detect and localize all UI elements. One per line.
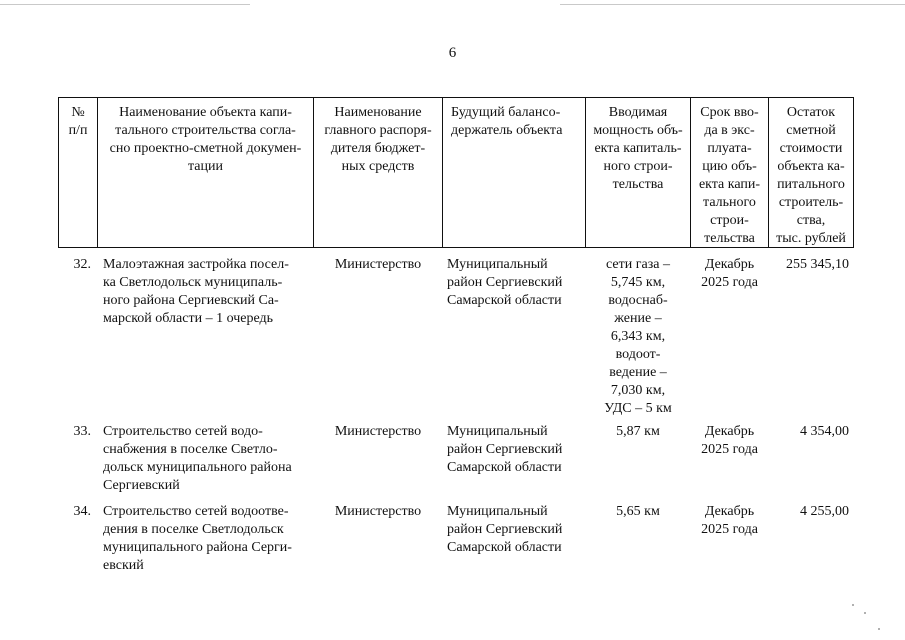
- row-object-name: Строительство сетей водо- снабжения в поселке Светло- дольск муниципального района Сергиевский: [103, 424, 292, 493]
- column-divider: [442, 97, 443, 248]
- row-capacity: 5,87 км: [616, 424, 660, 439]
- page-number: 6: [448, 45, 457, 61]
- row-deadline: Декабрь 2025 года: [701, 504, 758, 537]
- header-object-name: Наименование объекта капи- тального строительства согла- сно проектно-сметной докумен- тации: [109, 105, 302, 174]
- row-balance-holder: Муниципальный район Сергиевский Самарской области: [447, 424, 563, 475]
- row-number: 33.: [73, 424, 91, 439]
- scan-speck: [864, 612, 866, 614]
- row-capacity: сети газа – 5,745 км, водоснаб- жение – 6,343 км, водоот- ведение – 7,030 км, УДС – 5 км: [604, 257, 672, 416]
- row-budget-manager: Министерство: [334, 424, 422, 439]
- row-balance-holder: Муниципальный район Сергиевский Самарской области: [447, 257, 563, 308]
- scan-edge-line: [0, 4, 250, 5]
- header-remaining-cost: Остаток сметной стоимости объекта ка- питального строитель- ства, тыс. рублей: [776, 105, 846, 246]
- header-deadline: Срок вво- да в экс- плуата- цию объ- екта капи- тального строи- тельства: [698, 105, 761, 246]
- header-balance-holder: Будущий балансо- держатель объекта: [451, 105, 563, 138]
- row-object-name: Малоэтажная застройка посел- ка Светлодольск муниципаль- ного района Сергиевский Са- марской области – 1 очередь: [103, 257, 289, 326]
- header-capacity: Вводимая мощность объ- екта капиталь- ного строи- тельства: [593, 105, 683, 192]
- scan-speck: [852, 604, 854, 606]
- row-number: 32.: [73, 257, 91, 272]
- header-budget-manager: Наименование главного распоря- дителя бюджет- ных средств: [324, 105, 432, 174]
- row-capacity: 5,65 км: [616, 504, 660, 519]
- row-number: 34.: [73, 504, 91, 519]
- row-budget-manager: Министерство: [334, 257, 422, 272]
- column-divider: [853, 97, 854, 248]
- scan-edge-line: [560, 4, 905, 5]
- scan-speck: [878, 628, 880, 630]
- row-balance-holder: Муниципальный район Сергиевский Самарской области: [447, 504, 563, 555]
- row-remaining-cost: 255 345,10: [786, 257, 849, 272]
- row-deadline: Декабрь 2025 года: [701, 257, 758, 290]
- table-top-border: [58, 97, 854, 98]
- row-deadline: Декабрь 2025 года: [701, 424, 758, 457]
- header-number: № п/п: [68, 105, 88, 138]
- row-object-name: Строительство сетей водоотве- дения в поселке Светлодольск муниципального района Серги- евский: [103, 504, 292, 573]
- row-remaining-cost: 4 354,00: [800, 424, 849, 439]
- row-remaining-cost: 4 255,00: [800, 504, 849, 519]
- row-budget-manager: Министерство: [334, 504, 422, 519]
